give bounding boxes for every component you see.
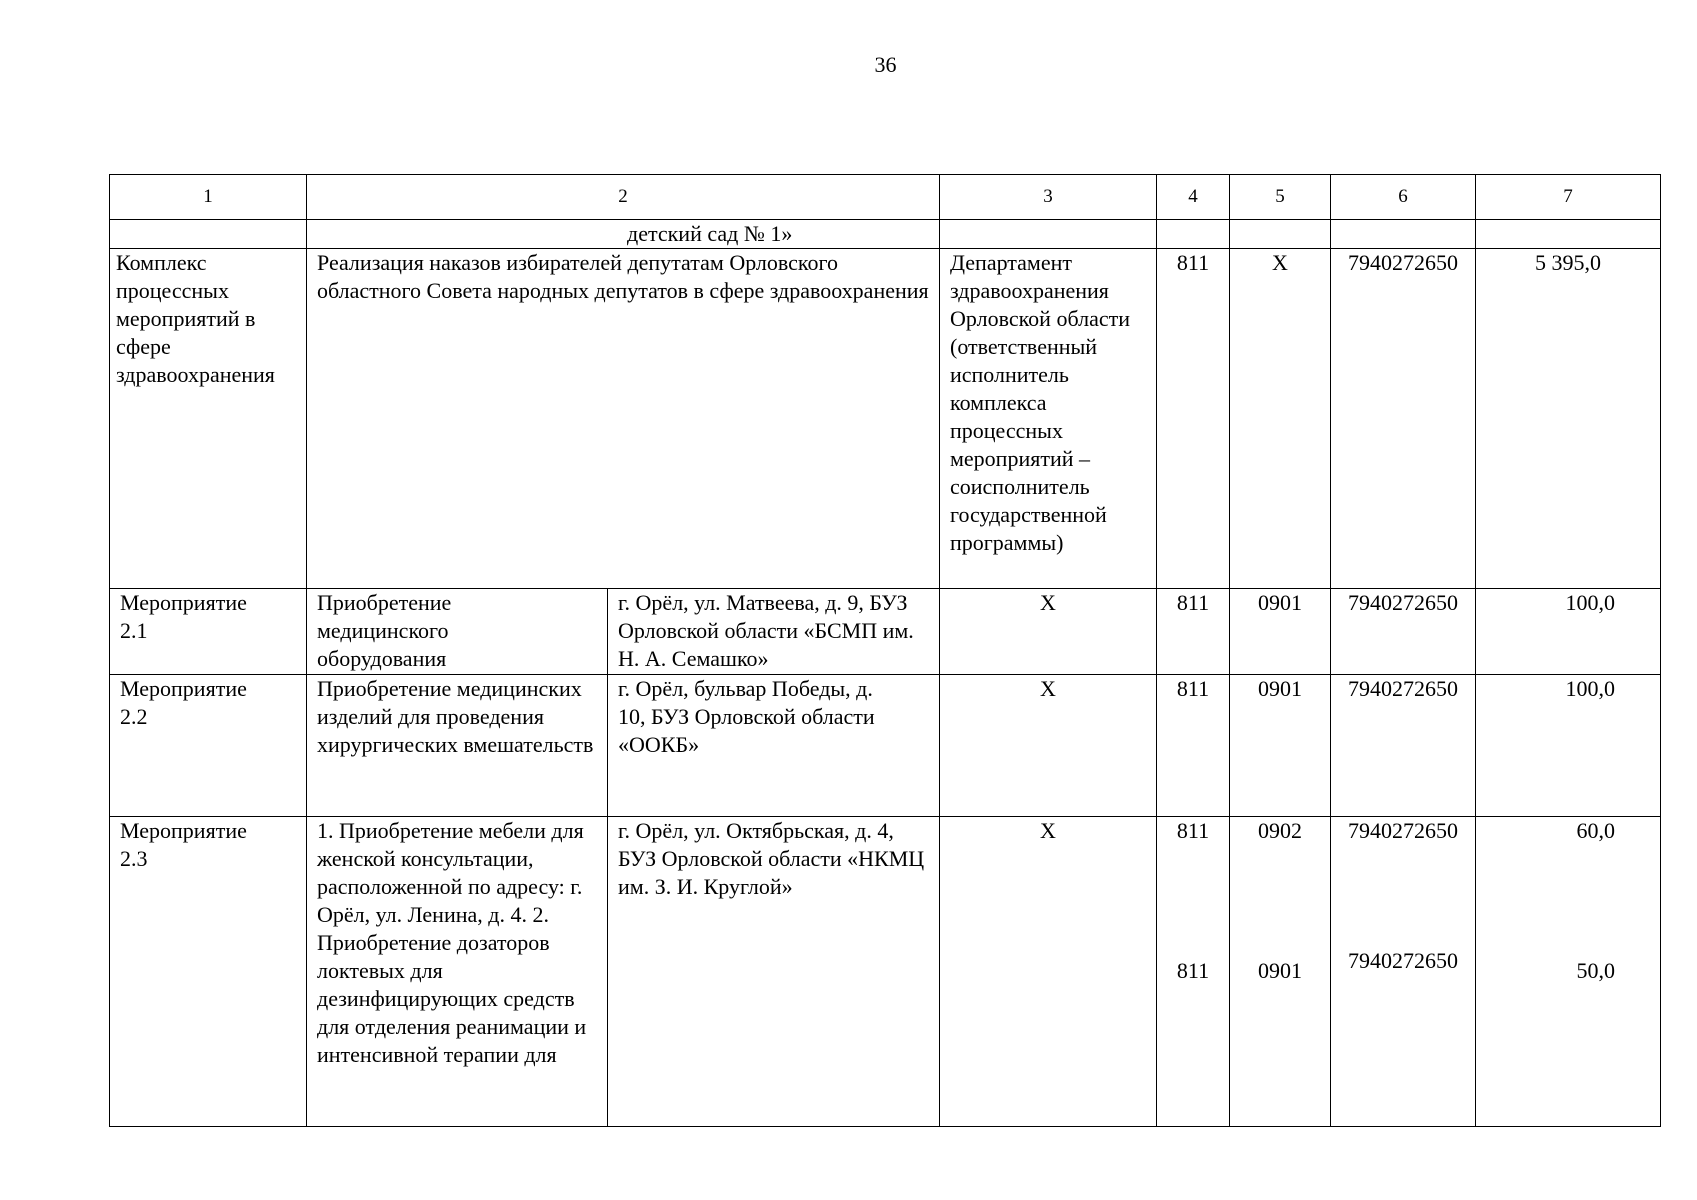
- row-name: Мероприятие 2.1: [110, 589, 307, 675]
- complex-csr: 7940272650: [1331, 249, 1476, 589]
- row-amount: [1476, 817, 1661, 1127]
- complex-rzpr: Х: [1230, 249, 1331, 589]
- header-row: [110, 175, 1661, 220]
- row-amount: 100,0: [1476, 675, 1661, 817]
- page-number: 36: [874, 52, 897, 77]
- row-address: г. Орёл, ул. Матвеева, д. 9, БУЗ Орловской области «БСМП им. Н. А. Семашко»: [608, 589, 940, 675]
- csr-value: 7940272650: [1348, 948, 1458, 973]
- row-rzpr: [1230, 817, 1331, 1127]
- row-grbs: 811: [1157, 675, 1230, 817]
- rzpr-value: 0901: [1258, 958, 1302, 983]
- row-csr: 7940272650: [1331, 589, 1476, 675]
- header-col-4: 4: [1157, 175, 1230, 220]
- rzpr-value: 0902: [1258, 818, 1302, 843]
- csr-value: 7940272650: [1348, 818, 1458, 843]
- row-executor: Х: [940, 675, 1157, 817]
- header-col-7: 7: [1476, 175, 1661, 220]
- complex-row: [110, 249, 1661, 589]
- row-executor: Х: [940, 817, 1157, 1127]
- row-address: г. Орёл, бульвар Победы, д. 10, БУЗ Орловской области «ООКБ»: [608, 675, 940, 817]
- complex-amount: 5 395,0: [1476, 249, 1661, 589]
- row-grbs: [1157, 817, 1230, 1127]
- header-col-2: 2: [307, 175, 940, 220]
- row-csr: [1331, 817, 1476, 1127]
- table-row: [110, 675, 1661, 817]
- row-csr: 7940272650: [1331, 675, 1476, 817]
- header-col-1: 1: [110, 175, 307, 220]
- complex-grbs: 811: [1157, 249, 1230, 589]
- row-description: 1. Приобретение мебели для женской консультации, расположенной по адресу: г. Орёл, ул. Ленина, д. 4. 2. Приобретение дозаторов локтевых для дезинфицирующих средств для отделения реанимации и интенсивной терапии для: [307, 817, 608, 1127]
- row-description: Приобретение медицинских изделий для проведения хирургических вмешательств: [307, 675, 608, 817]
- table-row: [110, 589, 1661, 675]
- table-row: [110, 817, 1661, 1127]
- complex-executor: Департамент здравоохранения Орловской области (ответственный исполнитель комплекса процессных мероприятий – соисполнитель государственной программы): [940, 249, 1157, 589]
- grbs-value: 811: [1176, 958, 1210, 983]
- amount-value: 60,0: [1576, 818, 1615, 843]
- continuation-text: детский сад № 1»: [627, 221, 793, 246]
- row-name: Мероприятие 2.3: [110, 817, 307, 1127]
- row-description: Приобретение медицинского оборудования: [307, 589, 608, 675]
- header-col-6: 6: [1331, 175, 1476, 220]
- complex-description: Реализация наказов избирателей депутатам Орловского областного Совета народных депутатов в сфере здравоохранения: [307, 249, 940, 589]
- row-rzpr: 0901: [1230, 589, 1331, 675]
- row-rzpr: 0901: [1230, 675, 1331, 817]
- row-grbs: 811: [1157, 589, 1230, 675]
- row-name: Мероприятие 2.2: [110, 675, 307, 817]
- header-col-3: 3: [940, 175, 1157, 220]
- amount-value: 50,0: [1576, 958, 1615, 983]
- row-amount: 100,0: [1476, 589, 1661, 675]
- row-executor: Х: [940, 589, 1157, 675]
- complex-name: Комплекс процессных мероприятий в сфере здравоохранения: [110, 249, 307, 589]
- row-address: г. Орёл, ул. Октябрьская, д. 4, БУЗ Орловской области «НКМЦ им. З. И. Круглой»: [608, 817, 940, 1127]
- header-col-5: 5: [1230, 175, 1331, 220]
- grbs-value: 811: [1176, 818, 1210, 843]
- continuation-row: [110, 220, 1661, 249]
- budget-table: [109, 174, 1661, 1127]
